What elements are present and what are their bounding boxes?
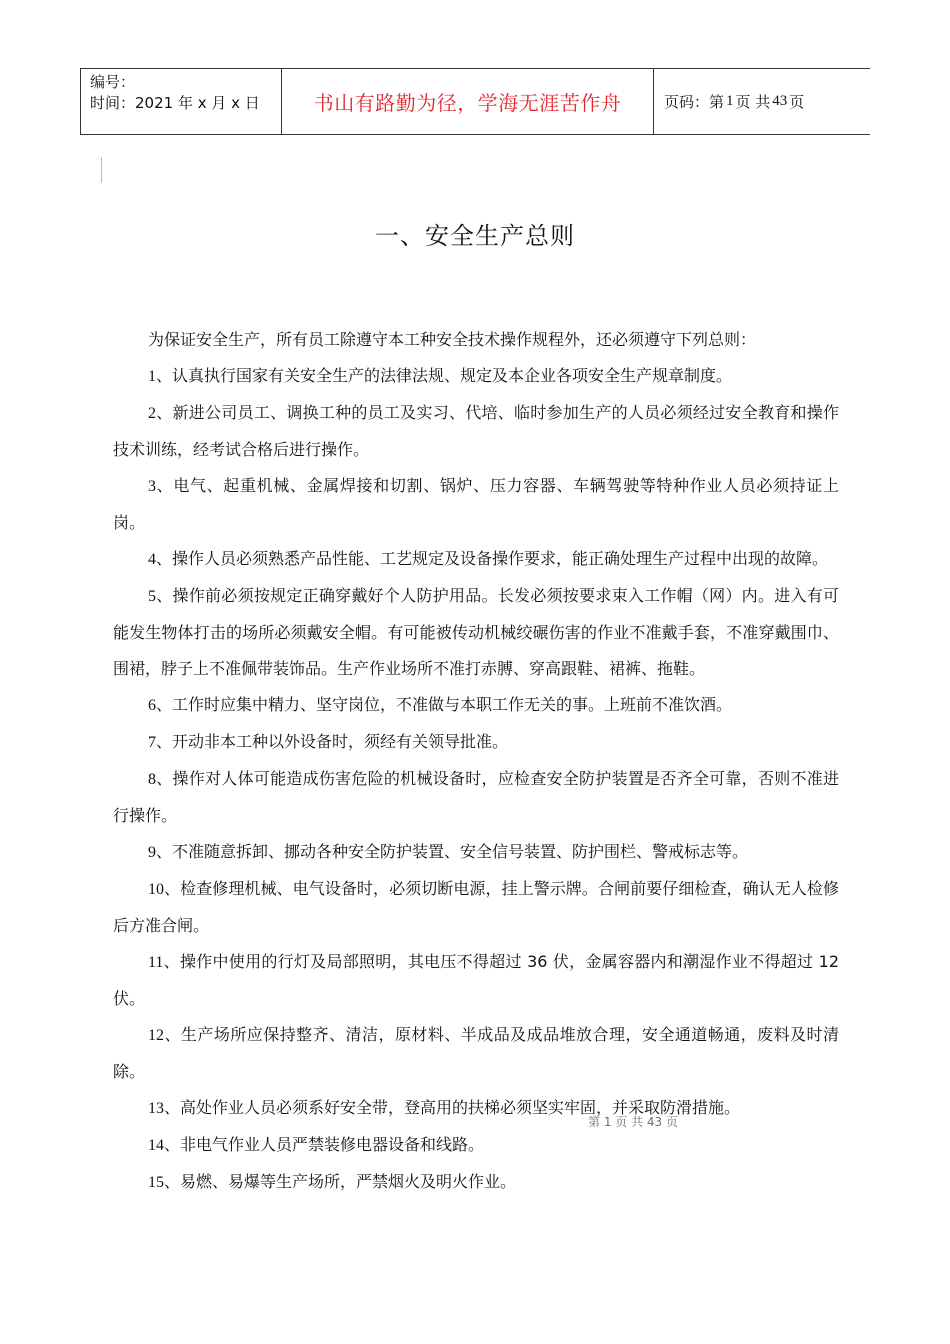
rule-text: 、非电气作业人员严禁装修电器设备和线路。 bbox=[164, 1135, 485, 1154]
rule-number: 15 bbox=[148, 1174, 164, 1191]
rule-text: 、工作时应集中精力、坚守岗位，不准做与本职工作无关的事。上班前不准饮酒。 bbox=[156, 695, 733, 714]
rule-number: 6 bbox=[148, 697, 156, 714]
rule-number: 11 bbox=[148, 954, 164, 971]
page-overlay-text: 第 1 页 共 43 页 bbox=[588, 1115, 678, 1129]
rule-item bbox=[113, 1090, 839, 1127]
rule-item bbox=[113, 761, 839, 834]
rule-text: 、不准随意拆卸、挪动各种安全防护装置、安全信号装置、防护围栏、警戒标志等。 bbox=[156, 842, 749, 861]
page-suffix: 页 bbox=[789, 93, 805, 111]
rule-item bbox=[113, 578, 839, 687]
code-label: 编号： bbox=[90, 73, 136, 91]
document-header bbox=[80, 68, 870, 135]
page-title: 一、安全生产总则 bbox=[375, 222, 575, 250]
rule-number: 4 bbox=[148, 551, 156, 568]
rule-item bbox=[113, 944, 839, 1017]
rule-item bbox=[113, 395, 839, 468]
rule-number: 3 bbox=[148, 478, 156, 495]
rule-text: 、操作人员必须熟悉产品性能、工艺规定及设备操作要求，能正确处理生产过程中出现的故障。 bbox=[156, 549, 829, 568]
rule-number: 1 bbox=[148, 368, 156, 385]
document-body bbox=[113, 322, 839, 1201]
rule-item bbox=[113, 687, 839, 724]
rule-text: 、认真执行国家有关安全生产的法律法规、规定及本企业各项安全生产规章制度。 bbox=[156, 366, 733, 385]
rule-item bbox=[113, 724, 839, 761]
rule-number: 14 bbox=[148, 1137, 164, 1154]
rule-text: 、操作前必须按规定正确穿戴好个人防护用品。长发必须按要求束入工作帽（网）内。进入有可能发生物体打击的场所必须戴安全帽。有可能被传动机械绞碾伤害的作业不准戴手套，不准穿戴围巾、围裙，脖子上不准佩带装饰品。生产作业场所不准打赤膊、穿高跟鞋、裙裤、拖鞋。 bbox=[113, 586, 839, 678]
page-current: 1 bbox=[726, 93, 734, 109]
rule-number: 9 bbox=[148, 844, 156, 861]
rule-number: 5 bbox=[148, 588, 156, 605]
rule-text: 、新进公司员工、调换工种的员工及实习、代培、临时参加生产的人员必须经过安全教育和操作技术训练，经考试合格后进行操作。 bbox=[113, 403, 839, 459]
rule-number: 13 bbox=[148, 1100, 164, 1117]
intro-paragraph: 为保证安全生产，所有员工除遵守本工种安全技术操作规程外，还必须遵守下列总则： bbox=[148, 330, 757, 349]
rule-item bbox=[113, 834, 839, 871]
rule-number: 12 bbox=[148, 1027, 164, 1044]
header-page-cell bbox=[654, 69, 870, 134]
rule-item bbox=[113, 358, 839, 395]
rule-text: 、开动非本工种以外设备时，须经有关领导批准。 bbox=[156, 732, 509, 751]
rule-item bbox=[113, 1017, 839, 1090]
motto-text: 书山有路勤为径，学海无涯苦作舟 bbox=[313, 91, 622, 115]
rule-number: 10 bbox=[148, 881, 164, 898]
rule-item bbox=[113, 871, 839, 944]
rule-text: 、操作中使用的行灯及局部照明，其电压不得超过 36 伏，金属容器内和潮湿作业不得超过 12 伏。 bbox=[113, 952, 839, 1008]
rule-text: 、高处作业人员必须系好安全带，登高用的扶梯必须坚实牢固，并采取防滑措施。 bbox=[164, 1098, 741, 1117]
rule-number: 7 bbox=[148, 734, 156, 751]
rule-item bbox=[113, 1164, 839, 1201]
rule-text: 、生产场所应保持整齐、清洁，原材料、半成品及成品堆放合理，安全通道畅通，废料及时清除。 bbox=[113, 1025, 839, 1081]
rule-text: 、检查修理机械、电气设备时，必须切断电源，挂上警示牌。合闸前要仔细检查，确认无人检修后方准合闸。 bbox=[113, 879, 839, 935]
page-mid: 页 共 bbox=[735, 93, 771, 111]
page-total: 43 bbox=[772, 93, 788, 109]
rule-text: 、易燃、易爆等生产场所，严禁烟火及明火作业。 bbox=[164, 1172, 517, 1191]
rule-item bbox=[113, 1127, 839, 1164]
margin-line bbox=[101, 157, 102, 183]
rule-number: 8 bbox=[148, 771, 156, 788]
header-motto-cell bbox=[282, 69, 654, 134]
header-meta-cell bbox=[81, 69, 282, 134]
rule-number: 2 bbox=[148, 405, 156, 422]
rules-list bbox=[113, 358, 839, 1201]
rule-text: 、操作对人体可能造成伤害危险的机械设备时，应检查安全防护装置是否齐全可靠，否则不准进行操作。 bbox=[113, 769, 839, 825]
rule-item bbox=[113, 468, 839, 541]
rule-text: 、电气、起重机械、金属焊接和切割、锅炉、压力容器、车辆驾驶等特种作业人员必须持证上岗。 bbox=[113, 476, 839, 532]
page-prefix: 页码：第 bbox=[664, 93, 725, 111]
time-label: 时间：2021 年 x 月 x 日 bbox=[90, 94, 260, 112]
rule-item bbox=[113, 541, 839, 578]
